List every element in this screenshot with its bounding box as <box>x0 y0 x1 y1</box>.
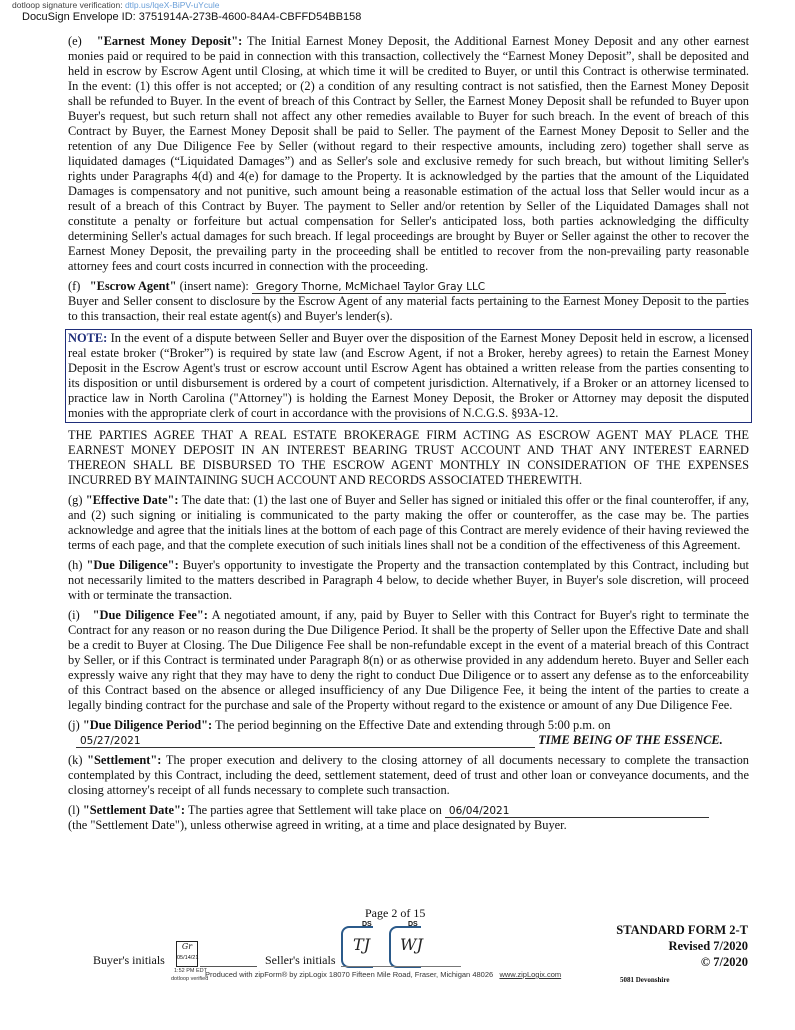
ds-tag: DS <box>362 921 372 928</box>
dotloop-verified: dotloop verified <box>171 976 209 982</box>
produced-with <box>205 970 561 979</box>
ds-tag: DS <box>408 921 418 928</box>
text: The period beginning on the Effective Date and extending through 5:00 p.m. on <box>215 718 611 732</box>
seller-initials-2: WJ <box>400 935 423 954</box>
text: The parties agree that Settlement will take place on <box>187 803 442 817</box>
buyer-initial-line <box>200 966 257 967</box>
text: Buyer's opportunity to investigate the Property and the transaction contemplated by this Contract, including but not necessarily limited to the matters described in Paragraph 4 below, to decide whether Buyer, in Buyer's sole discretion, will proceed with or terminate the transaction. <box>68 558 749 602</box>
dotloop-verification <box>12 0 219 10</box>
label: "Effective Date": <box>85 493 179 507</box>
website-link[interactable]: www.zipLogix.com <box>499 970 562 979</box>
label: "Earnest Money Deposit": <box>96 34 243 48</box>
buyer-initials-label: Buyer's initials <box>93 953 165 967</box>
insert-label: (insert name): <box>179 279 249 293</box>
buyer-initials-box[interactable] <box>176 941 198 967</box>
label: "Due Diligence": <box>86 558 179 572</box>
contract-body <box>68 34 749 838</box>
section-j <box>68 718 749 748</box>
buyer-initial-time: 1:52 PM EDT <box>174 968 208 974</box>
text: The proper execution and delivery to the closing attorney of all documents necessary to complete the transaction contemplated by this Contract, including the deed, settlement statement, deed of trust and other loan or conveyance documents, and the closing attorney's receipt of all funds necessary to complete such transaction. <box>68 753 750 797</box>
note-box <box>65 329 752 423</box>
note-text: In the event of a dispute between Seller and Buyer over the disposition of the Earnest Money Deposit held in escrow, a licensed real estate broker (“Broker”) is required by state law (and Escrow Agent, if not a Broker, hereby agrees) to retain the Earnest Money Deposit in the Escrow Agent's trust or escrow account until Escrow Agent has obtained a written release from the parties consenting to its disposition or until disbursement is ordered by a court of competent jurisdiction. Alternatively, if a Broker or an attorney licensed to practice law in North Carolina ("Attorney") is holding the Earnest Money Deposit, the Broker or Attorney may deposit the disputed monies with the appropriate clerk of court in accordance with the provisions of N.C.G.S. §93A-12. <box>68 331 749 420</box>
escrow-agent-field[interactable]: Gregory Thorne, McMichael Taylor Gray LLC <box>252 281 726 294</box>
caps-paragraph: THE PARTIES AGREE THAT A REAL ESTATE BROKERAGE FIRM ACTING AS ESCROW AGENT MAY PLACE THE EARNEST MONEY DEPOSIT IN AN INTEREST BEARING TRUST ACCOUNT AND THAT ANY INTEREST EARNED THEREON SHALL BE DISBURSED TO THE ESCROW AGENT MONTHLY IN CONSIDERATION OF THE EXPENSES INCURRED BY MAINTAINING SUCH ACCOUNT AND RECORDS ASSOCIATED THEREWITH. <box>68 428 749 487</box>
verification-label: dotloop signature verification: <box>12 0 123 10</box>
due-diligence-date-field[interactable]: 05/27/2021 <box>76 735 535 748</box>
form-name: STANDARD FORM 2-T <box>616 923 748 937</box>
prefix: (l) <box>68 803 80 817</box>
prefix: (k) <box>68 753 83 767</box>
envelope-id: DocuSign Envelope ID: 3751914A-273B-4600-84A4-CBFFD54BB158 <box>22 11 362 23</box>
text: Buyer and Seller consent to disclosure by the Escrow Agent of any material facts pertaining to the Earnest Money Deposit to the parties to this transaction, their real estate agent(s) and Buyer's lender(s). <box>68 294 749 323</box>
label: "Due Diligence Fee": <box>92 608 208 622</box>
label: "Settlement Date": <box>82 803 185 817</box>
label: "Settlement": <box>87 753 162 767</box>
revised: Revised 7/2020 <box>668 939 748 953</box>
text2: (the "Settlement Date"), unless otherwise agreed in writing, at a time and place designated by Buyer. <box>68 818 567 832</box>
settlement-date-field[interactable]: 06/04/2021 <box>445 805 709 818</box>
section-i <box>68 608 749 713</box>
note-label: NOTE: <box>68 331 108 345</box>
section-l <box>68 803 749 833</box>
page-number: Page 2 of 15 <box>365 906 426 920</box>
prefix: (g) <box>68 493 83 507</box>
produced-text: Produced with zipForm® by zipLogix 18070 Fifteen Mile Road, Fraser, Michigan 48026 <box>205 970 494 979</box>
prefix: (j) <box>68 718 80 732</box>
section-f <box>68 279 749 324</box>
seller-initials-1: TJ <box>353 935 371 954</box>
text: A negotiated amount, if any, paid by Buyer to Seller with this Contract for Buyer's right to terminate the Contract for any reason or no reason during the Due Diligence Period. It shall be the property of Seller upon the Effective Date and shall be a credit to Buyer at Closing. The Due Diligence Fee shall be non-refundable except in the event of a material breach of this Contract by Seller, or if this Contract is terminated under Paragraph 8(n) or as otherwise provided in any addendum hereto. Buyer and Seller each expressly waive any right that they may have to deny the right to conduct Due Diligence or to assert any defense as to the enforceability of this Contract based on the absence or alleged insufficiency of any Due Diligence Fee, it being the intent of the parties to create a legally binding contract for the purchase and sale of the Property without regard to the existence or amount of any Due Diligence Fee. <box>68 608 749 712</box>
prefix: (i) <box>68 608 80 622</box>
verification-link[interactable]: dtlp.us/lqeX-BiPV-uYcule <box>124 0 220 10</box>
label: "Due Diligence Period": <box>82 718 213 732</box>
text: The date that: (1) the last one of Buyer and Seller has signed or initialed this offer or the final counteroffer, if any, and (2) such signing or initialing is communicated to the party making the offer or counteroffer, as the case may be. The parties acknowledge and agree that the initials lines at the bottom of each page of this Contract are merely evidence of their having reviewed the terms of each page, and that the complete execution of such initials lines shall not be a condition of the effectiveness of this Agreement. <box>68 493 750 552</box>
prefix: (f) <box>68 279 81 293</box>
section-g <box>68 493 749 553</box>
text: The Initial Earnest Money Deposit, the Additional Earnest Money Deposit and any other earnest monies paid or required to be paid in connection with this transaction, collectively the “Earnest Money Deposit”, shall be deposited and held in escrow by Escrow Agent until Closing, at which time it will be credited to Buyer, or until this Contract is otherwise terminated. In the event: (1) this offer is not accepted; or (2) a condition of any resulting contract is not satisfied, then the Earnest Money Deposit shall be refunded to Buyer. In the event of breach of this Contract by Seller, the Earnest Money Deposit shall be refunded to Buyer upon Buyer's request, but such return shall not affect any other remedies available to Buyer for such breach. In the event of breach of this Contract by Buyer, the Earnest Money Deposit shall be paid to Seller. The payment of the Earnest Money Deposit to Seller and the retention of any Due Diligence Fee by Seller (without regard to their respective amounts, including zero) together shall serve as liquidated damages (“Liquidated Damages”) and as Seller's sole and exclusive remedy for such breach, but without limiting Seller's rights under Paragraphs 4(d) and 4(e) for damage to the Property. It is acknowledged by the parties that the amount of the Liquidated Damages is compensatory and not punitive, such amount being a reasonable estimation of the actual loss that Seller would incur as a result of a breach of this Contract by Buyer. The payment to Seller and/or retention by Seller of the Liquidated Damages shall not constitute a penalty or forfeiture but actual compensation for Seller's anticipated loss, both parties acknowledging the difficulty determining Seller's actual damages for such breach. If legal proceedings are brought by Buyer or Seller against the other to recover the Earnest Money Deposit, the prevailing party in the proceeding shall be entitled to recover from the non-prevailing party reasonable attorney fees and court costs incurred in connection with the proceeding. <box>68 34 750 273</box>
property-address: 5081 Devonshire <box>620 976 670 984</box>
copyright: © 7/2020 <box>700 955 748 969</box>
buyer-initial-date: 05/14/21 <box>177 955 199 961</box>
prefix: (e) <box>68 34 82 48</box>
time-essence: TIME BEING OF THE ESSENCE. <box>538 733 723 747</box>
buyer-initials: Gr <box>181 942 193 951</box>
prefix: (h) <box>68 558 83 572</box>
form-info <box>616 922 748 970</box>
label: "Escrow Agent" <box>89 279 177 293</box>
section-e <box>68 34 749 274</box>
section-h <box>68 558 749 603</box>
seller-initials-label: Seller's initials <box>265 953 336 967</box>
section-k <box>68 753 749 798</box>
seller-initial-line <box>341 966 461 967</box>
